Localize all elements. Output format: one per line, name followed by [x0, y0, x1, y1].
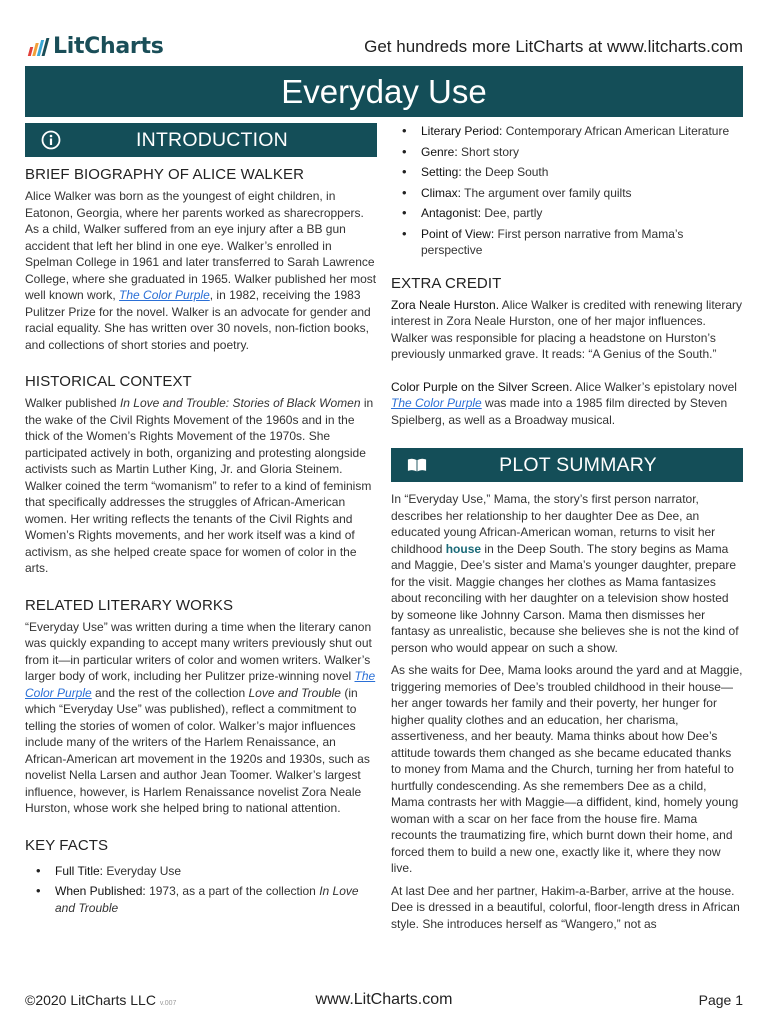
list-item [391, 205, 743, 222]
bio-text: , in 1982, receiving the 1983 Pulitzer Prize for the novel. Walker is an advocate for gender and racial equality. She has written over 30 novels, non-fiction books, and collections of short stories and poetry. [25, 288, 371, 352]
list-item [25, 883, 377, 916]
plot-summary-header [391, 448, 743, 482]
page-number: Page 1 [698, 992, 743, 1008]
list-item [391, 164, 743, 181]
book-title: Love and Trouble [248, 685, 341, 700]
extra-credit-subhead: Color Purple on the Silver Screen. [391, 379, 573, 394]
fact-label: Setting: [421, 165, 462, 179]
fact-value: 1973, as a part of the collection [145, 884, 320, 898]
fact-value: The argument over family quilts [461, 185, 632, 200]
fact-value: Short story [457, 144, 520, 159]
right-column [391, 123, 743, 932]
list-item [25, 863, 377, 880]
extra-credit-subhead: Zora Neale Hurston. [391, 297, 500, 312]
historical-text: Walker published [25, 396, 120, 410]
fact-label: Literary Period: [421, 124, 503, 138]
plot-paragraph: At last Dee and her partner, Hakim-a-Barber, arrive at the house. Dee is dressed in a beautiful, colorful, floor-length dress in African style. She introduces herself as “Wangero,” not as [391, 883, 740, 931]
extra-credit-text: was made into a 1985 film directed by Steven Spielberg, as well as a Broadway musical. [391, 396, 728, 427]
book-icon [407, 455, 427, 475]
fact-label: Genre: [421, 144, 458, 159]
info-icon [41, 130, 61, 150]
list-item [391, 144, 743, 161]
fact-label: Antagonist: [421, 206, 482, 220]
extra-credit-paragraph [391, 379, 743, 429]
brand-name: LitCharts [53, 34, 164, 59]
color-purple-link[interactable]: The Color Purple [391, 396, 482, 410]
introduction-header [25, 123, 377, 157]
copyright-text: ©2020 LitCharts LLC [25, 992, 156, 1008]
extra-credit-text: Alice Walker’s epistolary novel [572, 379, 737, 394]
fact-value: Everyday Use [103, 863, 182, 878]
list-item [391, 123, 743, 140]
bio-text: Alice Walker was born as the youngest of eight children, in Eatonon, Georgia, where her parents worked as sharecroppers. As a child, Walker suffered from an eye injury after a BB gun accident that left her blind in one eye. Walker’s enrolled in Spelman College in 1961 and later transferred to Sarah Lawrence College, where she graduated in 1965. Walker published her most well known work, [25, 189, 377, 302]
fact-value: First person narrative from Mama’s perspective [421, 226, 684, 257]
related-text: (in which “Everyday Use” was published), reflect a commitment to telling the stories of women of color. Walker’s major influences include many of the writers of the Harlem Renaissance, an African-American art movement in the 1920s and 1930s, such as novelist Nella Larsen and author Jean Toomer. Walker’s largest influence, however, is Harlem Renaissance novelist Zora Neale Hurston, whose work she helped bring to national attention. [25, 685, 370, 815]
logo-bars-icon [29, 38, 47, 56]
key-facts-heading: KEY FACTS [25, 836, 109, 854]
page-footer [25, 990, 743, 1014]
extra-credit-paragraph [391, 297, 743, 363]
introduction-title: INTRODUCTION [136, 128, 288, 151]
bio-paragraph [25, 188, 377, 353]
left-column [25, 123, 377, 920]
fact-value: Dee, partly [481, 206, 543, 220]
plot-text: In “Everyday Use,” Mama, the story’s first person narrator, describes her relationship to her daughter Dee as Dee, an educated young African-American woman, returns to visit her childhood [391, 492, 716, 556]
key-facts-list [25, 863, 377, 917]
related-text: and the rest of the collection [91, 685, 249, 700]
fact-value: Contemporary African American Literature [502, 124, 730, 138]
historical-paragraph [25, 395, 377, 577]
header-tagline[interactable]: Get hundreds more LitCharts at www.litcharts.com [364, 37, 743, 56]
fact-value: the Deep South [461, 165, 549, 179]
page-header [0, 0, 768, 66]
document-title: Everyday Use [25, 66, 743, 117]
bio-heading: BRIEF BIOGRAPHY OF ALICE WALKER [25, 166, 305, 183]
related-paragraph [25, 619, 377, 817]
key-facts-list-continued [391, 123, 743, 259]
extra-credit-heading: EXTRA CREDIT [391, 274, 502, 292]
fact-label: Full Title: [55, 863, 104, 878]
fact-label: Climax: [421, 185, 462, 200]
related-text: “Everyday Use” was written during a time when the literary canon was quickly expanding to accept many writers previously shut out from it—in particular writers of color and women writers. Walker’s larger body of work, including her Pulitzer prize-winning novel [25, 619, 372, 683]
plot-paragraph: As she waits for Dee, Mama looks around the yard and at Maggie, triggering memories of Dee’s troubled childhood in their house—her anger towards her family and their poverty, her hunger for higher quality clothes and an education, her charisma, assertiveness, and her beauty. Mama thinks about how Dee’s attitude towards them changed as she became educated thanks to money from Mama and the Church, turning her from hateful to hurtfully condescending. As she remembers Dee as a child, Mama contrasts her with Maggie—a diffident, kind, homely young woman with a scar on her face from the house fire. Mama recounts the traumatizing fire, which burnt down their home, and forced them to build a new one, exactly like it, where they now live. [391, 663, 743, 875]
related-heading: RELATED LITERARY WORKS [25, 596, 234, 614]
plot-summary-title: PLOT SUMMARY [499, 453, 657, 476]
color-purple-link[interactable]: The Color Purple [119, 288, 210, 302]
version-label: v.007 [159, 1000, 177, 1007]
house-symbol-link[interactable]: house [445, 541, 482, 556]
list-item [391, 226, 743, 259]
extra-credit-text: Alice Walker is credited with renewing literary interest in Zora Neale Hurston, one of her major influences. Walker was responsible for placing a headstone on Hurston’s previously unmarked grave. It reads: “A Genius of the South.” [391, 297, 743, 361]
litcharts-logo[interactable] [29, 34, 164, 59]
plot-paragraph [391, 491, 743, 656]
list-item [391, 185, 743, 202]
book-title: In Love and Trouble [55, 884, 359, 915]
plot-text: in the Deep South. The story begins as Mama and Maggie, Dee’s sister and Mama’s younger daughter, prepare for the visit. Maggie changes her clothes as Mama fantasizes about reconciling with her daughter on a television show hosted by someone like Johnny Carson. Mama then dismisses her fantasy as unrealistic, because she believes she is not the kind of person who would appear on such a show. [391, 541, 739, 655]
color-purple-link[interactable]: The Color Purple [25, 669, 376, 700]
historical-text: in the wake of the Civil Rights Movement of the 1960s and in the thick of the Women’s Rights Movement of the 1970s. She participated actively in both, organizing and protesting alongside activists such as Martin Luther King, Jr. and Gloria Steinem. Walker coined the term “womanism” to refer to a kind of feminism that specifically addresses the struggles of African-American women. Her writing reflects the tenants of the Civil Rights and Women’s Rights movements, and her work itself was a kind of activism, as she helped create space for women of color in the arts. [25, 396, 374, 575]
book-title: In Love and Trouble: Stories of Black Women [119, 396, 361, 410]
fact-label: Point of View: [421, 226, 495, 241]
footer-site-link[interactable]: www.LitCharts.com [315, 991, 453, 1008]
fact-label: When Published: [55, 884, 146, 898]
historical-heading: HISTORICAL CONTEXT [25, 373, 192, 390]
